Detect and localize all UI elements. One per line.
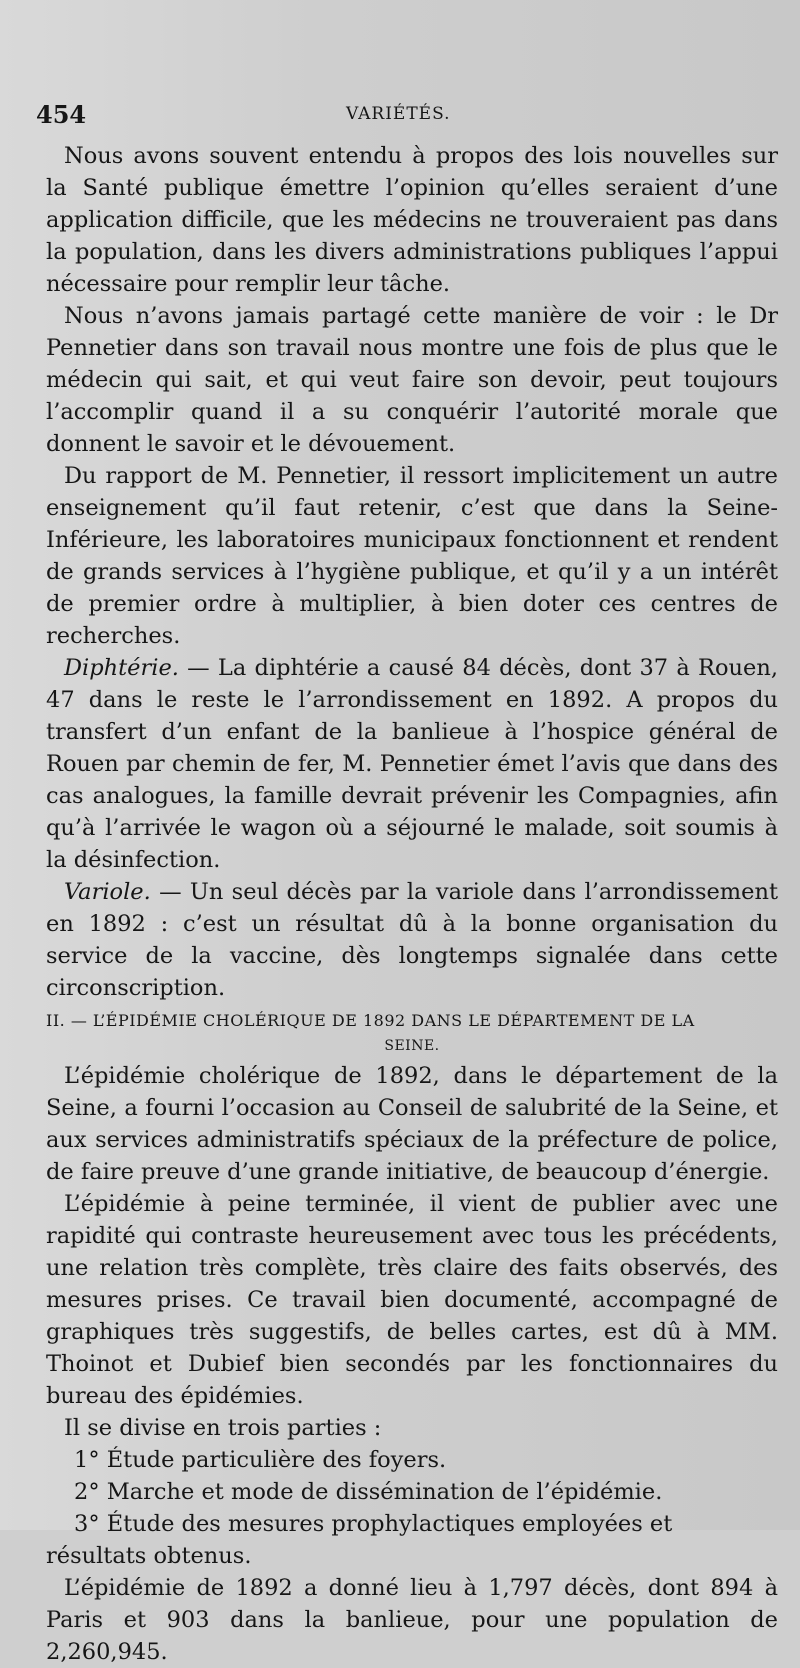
paragraph: Nous avons souvent entendu à propos des lois nouvelles sur la Santé publique émettre l’opinion qu’elles seraient d’une application difficile, que les médecins ne trouveraient pas dans la population, dans les divers administrations publiques l’appui nécessaire pour remplir leur tâche.	[46, 143, 778, 297]
list-item: 1° Étude particulière des foyers.	[74, 1447, 447, 1473]
paragraph: Il se divise en trois parties :	[64, 1415, 382, 1441]
paragraph-variole	[46, 876, 778, 1004]
paragraph-final: L’épidémie de 1892 a donné lieu à 1,797 décès, dont 894 à Paris et 903 dans la banlieue, pour une population de 2,260,945.	[46, 1575, 778, 1665]
paragraph-diphterie	[46, 652, 778, 876]
section-heading-continued: SEINE.	[384, 1038, 440, 1054]
body-text	[46, 140, 778, 1668]
paragraph: L’épidémie à peine terminée, il vient de publier avec une rapidité qui contraste heureusement avec tous les précédents, une relation très complète, très claire des faits observés, des mesures prises. Ce travail bien documenté, accompagné de graphiques très suggestifs, de belles cartes, est dû à MM. Thoinot et Dubief bien secondés par les fonctionnaires du bureau des épidémies.	[46, 1191, 778, 1409]
paragraph-body: — La diphtérie a causé 84 décès, dont 37 à Rouen, 47 dans le reste le l’arrondissement en 1892. A propos du transfert d’un enfant de la banlieue à l’hospice général de Rouen par chemin de fer, M. Pennetier émet l’avis que dans des cas analogues, la famille devrait prévenir les Compagnies, afin qu’à l’arrivée le wagon où a séjourné le malade, soit soumis à la désinfection.	[46, 655, 778, 873]
running-title: VARIÉTÉS.	[346, 104, 451, 124]
paragraph-lead: Variole.	[64, 879, 151, 905]
list-item: 3° Étude des mesures prophylactiques employées et résultats obtenus.	[46, 1511, 673, 1569]
paragraph-body: — Un seul décès par la variole dans l’arrondissement en 1892 : c’est un résultat dû à la bonne organisation du service de la vaccine, dès longtemps signalée dans cette circonscription.	[46, 879, 778, 1001]
paragraph: Nous n’avons jamais partagé cette manière de voir : le Dr Pennetier dans son travail nous montre une fois de plus que le médecin qui sait, et qui veut faire son devoir, peut toujours l’accomplir quand il a su conquérir l’autorité morale que donnent le savoir et le dévouement.	[46, 303, 778, 457]
list-item: 2° Marche et mode de dissémination de l’épidémie.	[74, 1479, 663, 1505]
section-heading: II. — L’ÉPIDÉMIE CHOLÉRIQUE DE 1892 DANS LE DÉPARTEMENT DE LA	[46, 1011, 695, 1030]
paragraph: L’épidémie cholérique de 1892, dans le département de la Seine, a fourni l’occasion au Conseil de salubrité de la Seine, et aux services administratifs spéciaux de la préfecture de police, de faire preuve d’une grande initiative, de beaucoup d’énergie.	[46, 1063, 778, 1185]
paragraph-lead: Diphtérie.	[64, 655, 179, 681]
paragraph: Du rapport de M. Pennetier, il ressort implicitement un autre enseignement qu’il faut retenir, c’est que dans la Seine-Inférieure, les laboratoires municipaux fonctionnent et rendent de grands services à l’hygiène publique, et qu’il y a un intérêt de premier ordre à multiplier, à bien doter ces centres de recherches.	[46, 463, 778, 649]
page-number: 454	[36, 100, 87, 129]
page-header	[36, 100, 740, 140]
